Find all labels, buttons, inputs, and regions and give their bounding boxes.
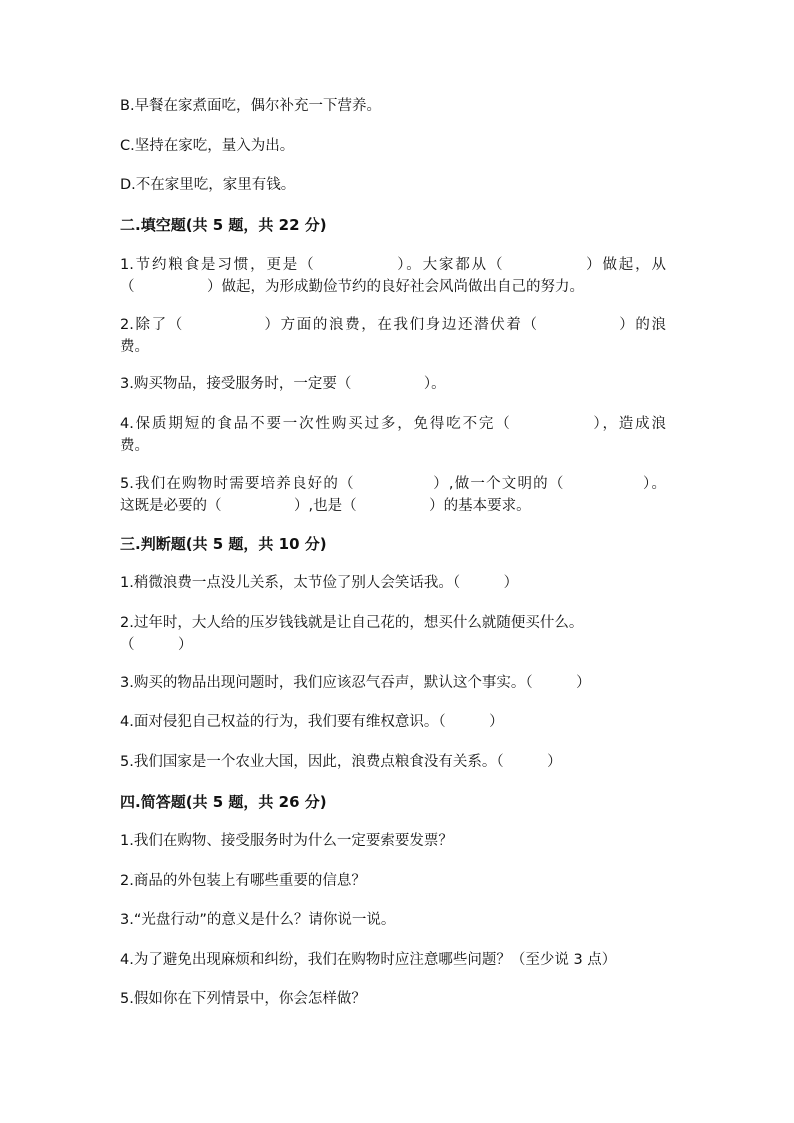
- short-answer-question-2: 2.商品的外包装上有哪些重要的信息？: [120, 873, 366, 889]
- short-answer-question-1: 1.我们在购物、接受服务时为什么一定要索要发票？: [120, 833, 453, 849]
- fill-question-5-line-2: 这既是必要的（ ）,也是（ ）的基本要求。: [120, 498, 531, 514]
- choice-option-b: B.早餐在家煮面吃，偶尔补充一下营养。: [120, 98, 382, 114]
- judge-question-1: 1.稍微浪费一点没儿关系，太节俭了别人会笑话我。（ ）: [120, 575, 519, 591]
- fill-question-4: [120, 413, 666, 457]
- fill-question-2-line-1: 2.除了（ ）方面的浪费，在我们身边还潜伏着（ ）的浪: [120, 317, 666, 333]
- fill-question-5-line-1: 5.我们在购物时需要培养良好的（ ）,做一个文明的（ ）。: [120, 476, 666, 492]
- fill-question-1-line-2: （ ）做起，为形成勤俭节约的良好社会风尚做出自己的努力。: [120, 279, 584, 295]
- judge-question-2-line-1: 2.过年时，大人给的压岁钱钱就是让自己花的，想买什么就随便买什么。: [120, 615, 584, 631]
- section-3-heading: 三.判断题(共 5 题，共 10 分): [120, 535, 327, 553]
- fill-question-4-line-2: 费。: [120, 438, 149, 454]
- judge-question-5: 5.我们国家是一个农业大国，因此，浪费点粮食没有关系。（ ）: [120, 754, 562, 770]
- judge-question-4: 4.面对侵犯自己权益的行为，我们要有维权意识。（ ）: [120, 714, 504, 730]
- fill-question-2: [120, 314, 666, 358]
- fill-question-4-line-1: 4.保质期短的食品不要一次性购买过多，免得吃不完（ ），造成浪: [120, 416, 666, 432]
- short-answer-question-4: 4.为了避免出现麻烦和纠纷，我们在购物时应注意哪些问题？（至少说 3 点）: [120, 952, 617, 968]
- judge-question-2-line-2: （ ）: [120, 637, 193, 653]
- judge-question-3: 3.购买的物品出现问题时，我们应该忍气吞声，默认这个事实。（ ）: [120, 675, 591, 691]
- fill-question-5: [120, 473, 666, 517]
- choice-option-c: C.坚持在家吃，量入为出。: [120, 138, 295, 154]
- fill-question-1: [120, 254, 666, 298]
- fill-question-3: 3.购买物品，接受服务时，一定要（ ）。: [120, 376, 446, 392]
- choice-option-d: D.不在家里吃，家里有钱。: [120, 177, 296, 193]
- section-2-heading: 二.填空题(共 5 题，共 22 分): [120, 216, 327, 234]
- short-answer-question-3: 3.“光盘行动”的意义是什么？请你说一说。: [120, 912, 396, 928]
- short-answer-question-5: 5.假如你在下列情景中，你会怎样做？: [120, 991, 366, 1007]
- judge-question-2: [120, 612, 583, 656]
- fill-question-1-line-1: 1.节约粮食是习惯，更是（ ）。大家都从（ ）做起，从: [120, 257, 666, 273]
- fill-question-2-line-2: 费。: [120, 339, 149, 355]
- section-4-heading: 四.简答题(共 5 题，共 26 分): [120, 793, 327, 811]
